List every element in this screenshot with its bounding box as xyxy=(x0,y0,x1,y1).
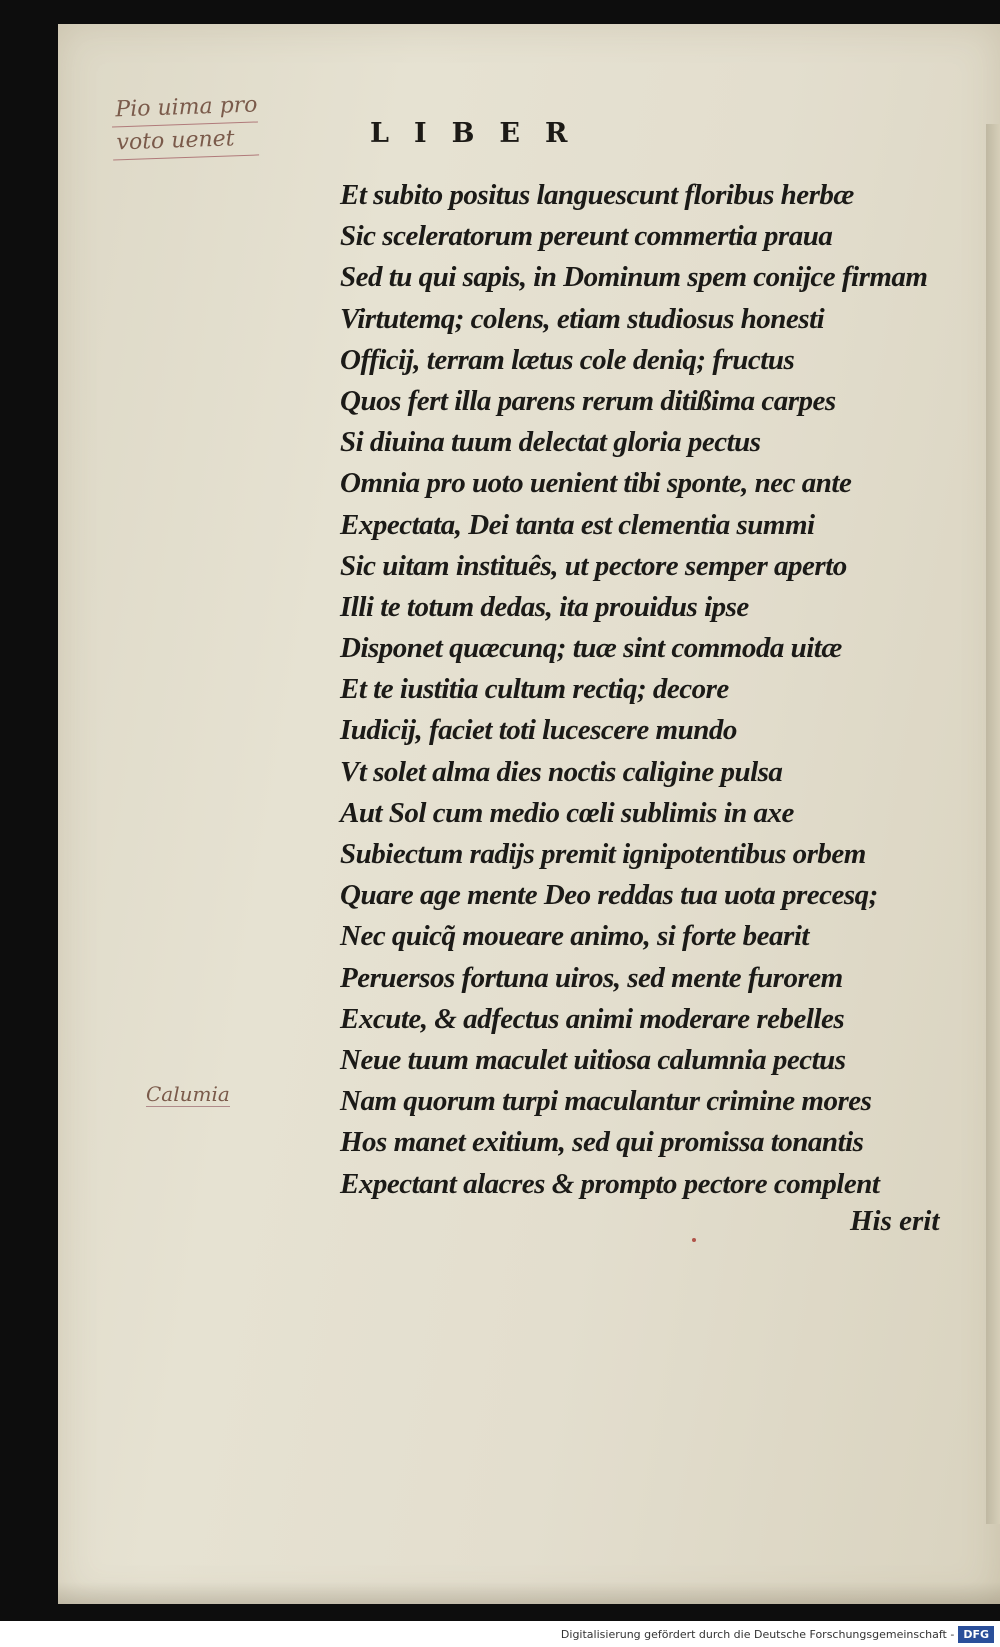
verse-line: Sic uitam instituês, ut pectore semper aperto xyxy=(340,549,847,582)
marginal-note-line-2: voto uenet xyxy=(112,122,259,160)
verse-line: Nec quicq̃ mouearе animo, si forte bearit xyxy=(340,920,809,953)
marginal-note-line-1: Pio uima pro xyxy=(111,89,258,127)
digitization-footer xyxy=(0,1621,1000,1647)
verse-line: Omnia pro uoto uenient tibi sponte, nec ante xyxy=(340,467,852,500)
catchword: His erit xyxy=(850,1205,940,1237)
dfg-logo: DFG xyxy=(958,1626,994,1643)
verse-line: Hos manet exitium, sed qui promissa tonantis xyxy=(340,1126,864,1159)
adjacent-page-edge xyxy=(986,124,1000,1524)
verse-line: Si diuina tuum delectat gloria pectus xyxy=(340,426,761,459)
verse-line: Officij, terram lætus cole deniq; fructus xyxy=(340,343,795,376)
page-bottom-edge xyxy=(58,1582,1000,1604)
verse-line: Expectant alacres & prompto pectore complent xyxy=(340,1167,880,1200)
verse-line: Nam quorum turpi maculantur crimine mores xyxy=(340,1085,872,1118)
marginal-note-top xyxy=(111,89,259,160)
verse-line: Disponet quæcunq; tuæ sint commoda uitæ xyxy=(340,632,842,665)
verse-line: Neue tuum maculet uitiosa calumnia pectus xyxy=(340,1043,846,1076)
marginal-note-calumnia: Calumia xyxy=(146,1082,230,1106)
verse-line: Iudicij, faciet toti lucescere mundo xyxy=(340,714,737,747)
verse-line: Quos fert illa parens rerum ditißima carpes xyxy=(340,384,836,417)
verse-line: Illi te totum dedas, ita prouidus ipse xyxy=(340,590,749,623)
verse-line: Sic sceleratorum pereunt commertia praua xyxy=(340,220,833,253)
verse-line: Virtutemq; colens, etiam studiosus honesti xyxy=(340,302,825,335)
verse-line: Subiectum radijs premit ignipotentibus orbem xyxy=(340,838,866,870)
verse-line: Et te iustitia cultum rectiq; decore xyxy=(340,673,729,706)
verse-line: Excute, & adfectus animi moderare rebelles xyxy=(340,1002,845,1035)
verse-line: Peruersos fortuna uiros, sed mente furorem xyxy=(340,961,843,994)
verse-line: Et subito positus languescunt floribus herbæ xyxy=(340,179,854,211)
verse-line: Vt solet alma dies noctis caligine pulsa xyxy=(340,755,783,788)
verse-text xyxy=(340,175,950,1205)
funding-credit: Digitalisierung gefördert durch die Deutsche Forschungsgemeinschaft - xyxy=(560,1627,955,1641)
running-head: LIBER xyxy=(370,118,593,149)
verse-line: Expectata, Dei tanta est clementia summi xyxy=(340,508,815,541)
verse-line: Sed tu qui sapis, in Dominum spem conijce firmam xyxy=(340,261,928,294)
verse-line: Quare age mente Deo reddas tua uota precesq; xyxy=(340,879,878,912)
ink-speck xyxy=(692,1238,696,1242)
verse-line: Aut Sol cum medio cœli sublimis in axe xyxy=(340,796,794,829)
